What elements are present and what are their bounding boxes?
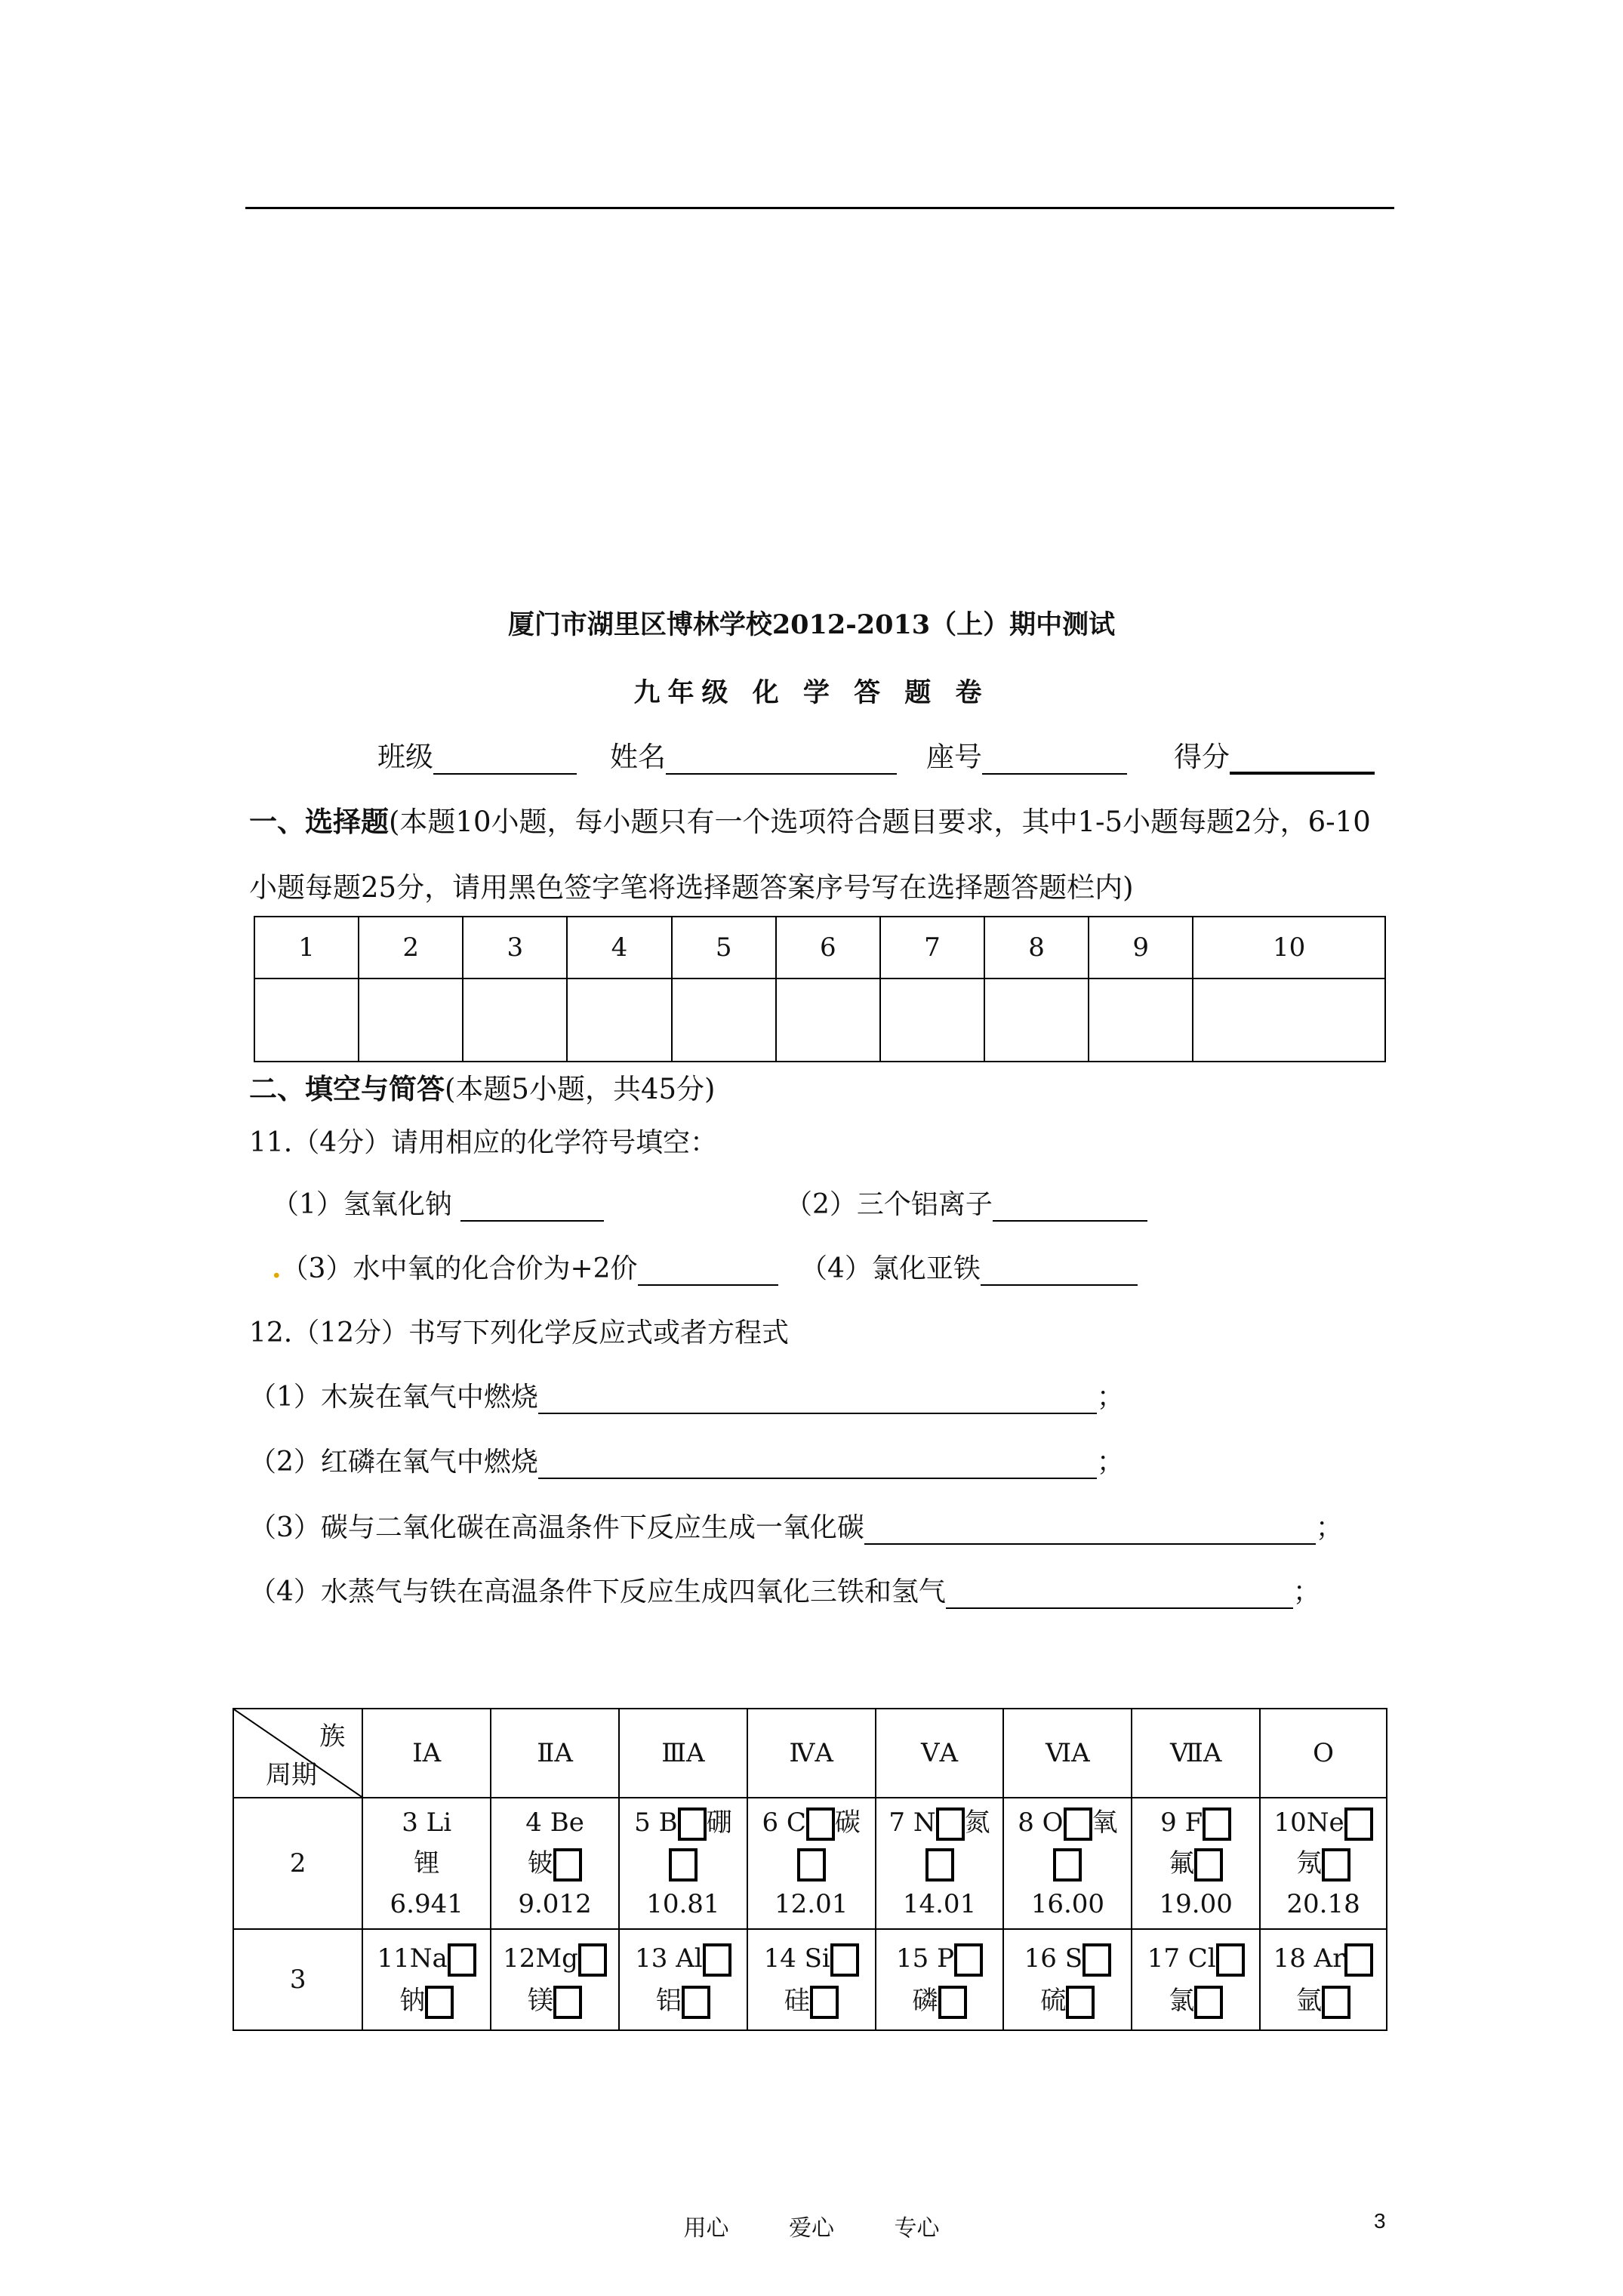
q11-part1-label: （1）氢氧化钠 <box>272 1189 452 1220</box>
answer-box[interactable] <box>678 1808 707 1841</box>
element-symbol: 9 F <box>1160 1808 1203 1838</box>
group-header: ⅥA <box>1003 1709 1132 1798</box>
q11-part4 <box>800 1247 1138 1286</box>
element-mass: 10.81 <box>646 1889 720 1919</box>
answer-box[interactable] <box>703 1943 731 1977</box>
name-field <box>610 734 897 775</box>
element-cell <box>491 1929 619 2030</box>
answer-box[interactable] <box>938 1986 967 2019</box>
q11-part4-label: （4）氯化亚铁 <box>800 1253 981 1284</box>
name-label: 姓名 <box>610 741 666 773</box>
answer-box[interactable] <box>830 1943 859 1977</box>
element-cell <box>619 1798 747 1929</box>
class-blank[interactable] <box>433 743 577 775</box>
q12-part1 <box>249 1376 1124 1414</box>
q11-part1-blank[interactable] <box>460 1190 604 1222</box>
q11-part3-blank[interactable] <box>638 1254 778 1286</box>
section2-heading: 二、填空与简答 <box>249 1072 445 1105</box>
answer-cell[interactable] <box>1089 978 1193 1062</box>
answer-number: 7 <box>880 917 984 978</box>
element-symbol: 12Mg <box>503 1943 578 1974</box>
answer-box[interactable] <box>578 1943 607 1977</box>
answer-box[interactable] <box>669 1848 698 1881</box>
element-name: 氯 <box>1169 1986 1195 2016</box>
element-cell <box>619 1929 747 2030</box>
answer-box[interactable] <box>936 1808 965 1841</box>
group-header: ⅦA <box>1132 1709 1260 1798</box>
q12-part2-label: （2）红磷在氧气中燃烧 <box>249 1447 538 1478</box>
answer-box[interactable] <box>1194 1848 1223 1881</box>
element-name: 氮 <box>964 1808 990 1838</box>
element-cell <box>1132 1798 1260 1929</box>
q11-part2-label: （2）三个铝离子 <box>785 1189 993 1220</box>
element-symbol: 11Na <box>377 1943 448 1974</box>
element-cell <box>747 1929 876 2030</box>
group-header: ⅠA <box>362 1709 491 1798</box>
group-header-row <box>233 1709 1387 1798</box>
exam-title: 厦门市湖里区博林学校2012-2013（上）期中测试 <box>507 609 1116 640</box>
element-cell <box>1260 1929 1387 2030</box>
answer-number: 1 <box>254 917 359 978</box>
q11-part2 <box>785 1183 1147 1222</box>
element-name: 硅 <box>784 1986 810 2016</box>
element-symbol: 7 N <box>888 1808 936 1838</box>
period-2-row <box>233 1798 1387 1929</box>
class-label: 班级 <box>377 741 433 773</box>
element-name: 氖 <box>1296 1848 1323 1878</box>
answer-box[interactable] <box>806 1808 835 1841</box>
period-label: 周期 <box>266 1760 317 1790</box>
element-symbol: 18 Ar <box>1273 1943 1345 1974</box>
answer-box[interactable] <box>954 1943 983 1977</box>
section1-line1 <box>249 799 1371 840</box>
element-cell <box>1003 1798 1132 1929</box>
answer-number: 6 <box>776 917 880 978</box>
period-number: 2 <box>233 1798 362 1929</box>
answer-number: 8 <box>984 917 1089 978</box>
group-header: ⅤA <box>876 1709 1004 1798</box>
element-name: 硼 <box>706 1808 732 1838</box>
element-symbol: 5 B <box>634 1808 678 1838</box>
element-name: 铍 <box>528 1848 554 1878</box>
period-3-row <box>233 1929 1387 2030</box>
answer-table <box>254 916 1386 1062</box>
element-symbol: 6 C <box>762 1808 806 1838</box>
q12-part3 <box>249 1506 1343 1545</box>
element-mass: 14.01 <box>902 1889 977 1919</box>
answer-box[interactable] <box>1344 1943 1373 1977</box>
element-name: 氧 <box>1092 1808 1118 1838</box>
element-name: 铝 <box>655 1986 682 2016</box>
answer-cell[interactable] <box>984 978 1089 1062</box>
answer-cell[interactable] <box>776 978 880 1062</box>
element-mass: 9.012 <box>518 1889 592 1919</box>
answer-box[interactable] <box>1216 1943 1245 1977</box>
q11-part2-blank[interactable] <box>993 1190 1147 1222</box>
element-symbol: 14 Si <box>763 1943 830 1974</box>
q12-part2-blank[interactable] <box>538 1447 1097 1479</box>
name-blank[interactable] <box>666 743 897 775</box>
answer-box[interactable] <box>448 1943 476 1977</box>
section1-desc2: 小题每题25分，请用黑色签字笔将选择题答案序号写在选择题答题栏内) <box>249 871 1134 904</box>
element-cell <box>876 1798 1004 1929</box>
element-symbol: 4 Be <box>525 1808 584 1838</box>
score-label: 得分 <box>1174 741 1230 773</box>
class-field <box>377 734 577 775</box>
header-rule <box>245 207 1394 209</box>
answer-box[interactable] <box>1322 1848 1350 1881</box>
answer-cell[interactable] <box>1193 978 1385 1062</box>
element-symbol: 10Ne <box>1273 1808 1344 1838</box>
answer-cell[interactable] <box>672 978 776 1062</box>
section1-heading: 一、选择题 <box>249 805 389 838</box>
section2-desc: (本题5小题，共45分) <box>445 1073 716 1105</box>
answer-box[interactable] <box>1322 1986 1350 2019</box>
element-mass: 16.00 <box>1030 1889 1105 1919</box>
element-cell <box>491 1798 619 1929</box>
q11-part3-label: （3）水中氧的化合价为+2价 <box>281 1253 638 1284</box>
answer-box[interactable] <box>1194 1986 1223 2019</box>
group-header: O <box>1260 1709 1387 1798</box>
answer-box[interactable] <box>1064 1808 1092 1841</box>
element-symbol: 8 O <box>1018 1808 1064 1838</box>
answer-box[interactable] <box>1066 1986 1095 2019</box>
group-header: ⅣA <box>747 1709 876 1798</box>
bullet-dot: . <box>272 1253 282 1284</box>
element-name: 硫 <box>1040 1986 1067 2016</box>
element-name: 磷 <box>912 1986 938 2016</box>
element-mass: 20.18 <box>1286 1889 1360 1919</box>
answer-number: 4 <box>567 917 671 978</box>
element-name: 镁 <box>528 1986 554 2016</box>
q12-part4-blank[interactable] <box>946 1577 1293 1609</box>
periodic-table <box>233 1708 1387 2031</box>
element-cell <box>362 1798 491 1929</box>
answer-cell[interactable] <box>359 978 463 1062</box>
element-name: 氩 <box>1296 1986 1323 2016</box>
answer-box[interactable] <box>1344 1808 1373 1841</box>
q12-end: ； <box>1096 1382 1124 1413</box>
answer-cell[interactable] <box>567 978 671 1062</box>
group-label: 族 <box>319 1721 346 1752</box>
answer-number-row <box>254 917 1385 978</box>
corner-cell <box>233 1709 362 1798</box>
answer-number: 2 <box>359 917 463 978</box>
element-cell <box>1003 1929 1132 2030</box>
answer-number: 9 <box>1089 917 1193 978</box>
q12-end: ； <box>1096 1447 1124 1478</box>
element-name: 锂 <box>414 1848 440 1878</box>
group-header: ⅢA <box>619 1709 747 1798</box>
answer-box[interactable] <box>1203 1808 1231 1841</box>
element-cell <box>1132 1929 1260 2030</box>
q12-part4-label: （4）水蒸气与铁在高温条件下反应生成四氧化三铁和氢气 <box>249 1576 946 1607</box>
element-cell <box>876 1929 1004 2030</box>
q12-part1-blank[interactable] <box>538 1382 1097 1414</box>
footer-motto: 用心 爱心 专心 <box>683 2215 940 2242</box>
seat-field <box>926 734 1127 775</box>
q12-part4 <box>249 1570 1320 1609</box>
element-mass: 12.01 <box>775 1889 848 1919</box>
seat-blank[interactable] <box>982 743 1127 775</box>
answer-box[interactable] <box>1053 1848 1082 1881</box>
q12-part3-blank[interactable] <box>864 1513 1316 1545</box>
q12-part3-label: （3）碳与二氧化碳在高温条件下反应生成一氧化碳 <box>249 1512 864 1543</box>
element-symbol: 13 Al <box>635 1943 703 1974</box>
answer-cell[interactable] <box>254 978 359 1062</box>
answer-number: 10 <box>1193 917 1385 978</box>
element-symbol: 17 Cl <box>1147 1943 1216 1974</box>
element-symbol: 15 P <box>896 1943 954 1974</box>
q12-end: ； <box>1315 1512 1343 1543</box>
element-name: 钠 <box>399 1986 426 2016</box>
element-symbol: 16 S <box>1024 1943 1083 1974</box>
element-cell <box>362 1929 491 2030</box>
answer-box[interactable] <box>797 1848 826 1881</box>
exam-subtitle: 九年级 化 学 答 题 卷 <box>633 677 990 708</box>
period-number: 3 <box>233 1929 362 2030</box>
q11-part3 <box>272 1247 778 1286</box>
answer-box[interactable] <box>682 1986 710 2019</box>
score-blank[interactable] <box>1230 741 1375 775</box>
q11-part4-blank[interactable] <box>981 1254 1138 1286</box>
q11-part1 <box>272 1183 604 1222</box>
element-mass: 6.941 <box>390 1889 463 1919</box>
element-mass: 19.00 <box>1159 1889 1233 1919</box>
q12-part2 <box>249 1441 1124 1479</box>
seat-label: 座号 <box>926 741 982 773</box>
element-name: 氟 <box>1169 1848 1195 1878</box>
answer-box[interactable] <box>553 1986 582 2019</box>
answer-blank-row <box>254 978 1385 1062</box>
answer-cell[interactable] <box>880 978 984 1062</box>
q12-end: ； <box>1292 1576 1320 1607</box>
q11-stem: 11.（4分）请用相应的化学符号填空： <box>249 1127 718 1158</box>
element-cell <box>1260 1798 1387 1929</box>
element-symbol: 3 Li <box>402 1808 452 1838</box>
answer-box[interactable] <box>1083 1943 1111 1977</box>
answer-box[interactable] <box>925 1848 954 1881</box>
answer-box[interactable] <box>425 1986 454 2019</box>
section2-line <box>249 1066 716 1107</box>
q12-stem: 12.（12分）书写下列化学反应式或者方程式 <box>249 1318 790 1348</box>
group-header: ⅡA <box>491 1709 619 1798</box>
answer-cell[interactable] <box>463 978 567 1062</box>
q12-part1-label: （1）木炭在氧气中燃烧 <box>249 1382 538 1413</box>
answer-box[interactable] <box>810 1986 839 2019</box>
answer-number: 3 <box>463 917 567 978</box>
section1-desc1: (本题10小题，每小题只有一个选项符合题目要求，其中1-5小题每题2分，6-10 <box>389 806 1371 838</box>
page-number: 3 <box>1374 2209 1386 2233</box>
element-name: 碳 <box>834 1808 861 1838</box>
element-cell <box>747 1798 876 1929</box>
answer-number: 5 <box>672 917 776 978</box>
answer-box[interactable] <box>553 1848 582 1881</box>
score-field <box>1174 734 1375 775</box>
